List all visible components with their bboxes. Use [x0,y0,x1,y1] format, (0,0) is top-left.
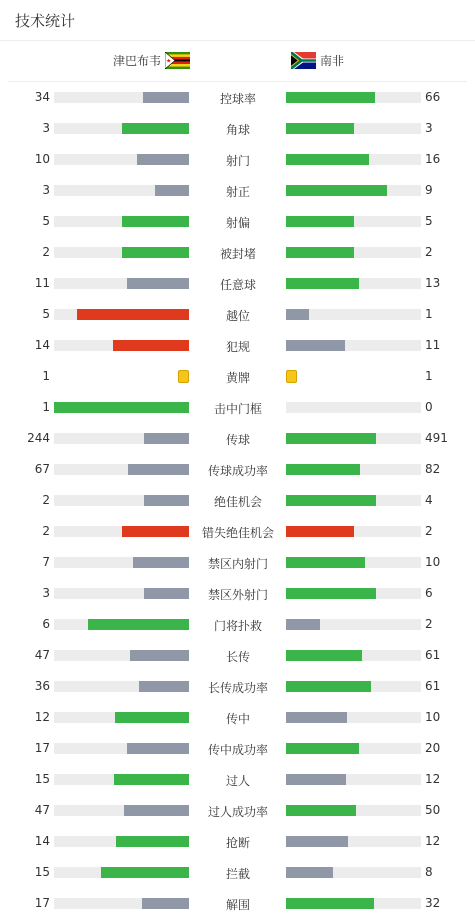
home-stat-value: 15 [34,772,50,786]
home-stat-value: 34 [34,90,50,104]
south-africa-flag-icon [291,52,316,69]
away-stat-bar-fill [286,898,374,909]
home-stat-bar-fill [144,433,189,444]
away-stat-value: 1 [425,369,433,383]
away-stat-bar-fill [286,774,346,785]
home-stat-bar [54,898,189,909]
away-stat-bar [286,557,421,568]
away-stat-bar-fill [286,557,365,568]
zimbabwe-flag-icon [165,52,190,69]
stat-row [0,113,475,144]
home-stat-bar [54,681,189,692]
home-stat-bar [54,805,189,816]
stat-label: 控球率 [219,92,256,106]
header-bar [0,0,475,41]
away-stat-value: 61 [425,648,441,662]
away-stat-value: 491 [425,431,448,445]
stat-label: 犯规 [225,340,250,354]
home-stat-bar [54,185,189,196]
home-stat-bar-fill [133,557,189,568]
home-stat-value: 14 [34,834,50,848]
stat-label: 传球 [225,433,250,447]
stat-row [0,516,475,547]
stat-label: 过人 [225,774,250,788]
home-stat-value: 12 [34,710,50,724]
away-stat-value: 32 [425,896,441,910]
stat-label: 长传 [225,650,250,664]
away-stat-bar-fill [286,123,354,134]
home-stat-bar-fill [137,154,189,165]
home-stat-bar [54,650,189,661]
stat-label: 抢断 [225,836,250,850]
away-stat-bar [286,619,421,630]
stat-label: 射偏 [225,216,250,230]
away-team-name: 南非 [320,54,345,68]
away-stat-value: 9 [425,183,433,197]
home-stat-value: 5 [42,214,50,228]
stat-label: 越位 [225,309,250,323]
stat-label: 击中门框 [213,402,262,416]
stat-row [0,82,475,113]
away-stat-bar [286,247,421,258]
stat-row [0,423,475,454]
home-stat-value: 67 [34,462,50,476]
away-stat-value: 3 [425,121,433,135]
home-stat-bar-fill [142,898,189,909]
stat-row [0,764,475,795]
away-stat-value: 2 [425,524,433,538]
home-stat-bar [54,495,189,506]
home-stat-bar-fill [115,712,189,723]
home-stat-value: 7 [42,555,50,569]
away-stat-bar-fill [286,154,369,165]
stat-row [0,206,475,237]
stat-row [0,237,475,268]
away-stat-bar [286,402,421,413]
stat-row [0,826,475,857]
stat-label: 射门 [225,154,250,168]
stat-row [0,888,475,919]
home-stat-bar-fill [130,650,189,661]
home-stat-value: 11 [34,276,50,290]
home-stat-value: 3 [42,586,50,600]
home-stat-bar-fill [122,247,190,258]
home-stat-value: 47 [34,648,50,662]
away-stat-value: 4 [425,493,433,507]
home-stat-bar [54,309,189,320]
away-stat-bar [286,836,421,847]
home-stat-bar-fill [144,588,189,599]
away-stat-bar [286,216,421,227]
home-stat-bar [54,92,189,103]
home-stat-value: 5 [42,307,50,321]
away-stat-bar-fill [286,650,362,661]
home-stat-bar-fill [54,402,189,413]
home-stat-bar [54,526,189,537]
away-stat-bar [286,92,421,103]
stat-label: 任意球 [219,278,256,292]
away-stat-value: 10 [425,710,441,724]
stat-label: 拦截 [225,867,250,881]
away-stat-value: 82 [425,462,441,476]
stat-label: 禁区内射门 [207,557,268,571]
away-stat-value: 12 [425,772,441,786]
home-stat-bar-fill [127,278,189,289]
stat-row [0,330,475,361]
team-header [8,41,467,82]
home-team-name: 津巴布韦 [112,54,161,68]
away-team [291,52,344,69]
stat-label: 黄牌 [225,371,250,385]
away-stat-bar-fill [286,681,371,692]
away-stat-value: 6 [425,586,433,600]
stat-label: 传中成功率 [207,743,268,757]
away-stat-bar [286,154,421,165]
away-stat-bar-fill [286,309,309,320]
home-stat-bar [54,340,189,351]
away-stat-value: 12 [425,834,441,848]
home-stat-bar [54,123,189,134]
stat-label: 被封堵 [219,247,256,261]
home-stat-bar [54,743,189,754]
away-stat-value: 20 [425,741,441,755]
away-stat-value: 13 [425,276,441,290]
stat-label: 传球成功率 [207,464,268,478]
home-stat-value: 2 [42,245,50,259]
stat-row [0,144,475,175]
away-stat-bar [286,712,421,723]
stat-row [0,857,475,888]
away-stat-bar-fill [286,464,360,475]
away-stat-value: 0 [425,400,433,414]
home-stat-bar-fill [139,681,189,692]
home-stat-bar [54,836,189,847]
stat-row [0,671,475,702]
home-stat-bar-fill [122,216,190,227]
stat-row [0,702,475,733]
home-stat-bar-fill [77,309,189,320]
away-stat-bar-fill [286,743,359,754]
stat-row [0,795,475,826]
away-stat-bar [286,309,421,320]
stat-row [0,299,475,330]
away-stat-bar [286,278,421,289]
stat-label: 门将扑救 [213,619,262,633]
home-stat-value: 2 [42,524,50,538]
stat-row [0,547,475,578]
page-title: 技术统计 [15,12,76,30]
home-stat-bar [54,619,189,630]
away-stat-bar-fill [286,433,376,444]
stat-label: 长传成功率 [207,681,268,695]
home-stat-bar [54,557,189,568]
home-stat-bar-fill [88,619,189,630]
home-stat-value: 1 [42,369,50,383]
away-stat-bar-fill [286,836,348,847]
away-stat-value: 1 [425,307,433,321]
home-stat-bar-fill [114,774,189,785]
home-stat-bar [54,247,189,258]
home-stat-bar-fill [143,92,189,103]
stat-label: 过人成功率 [207,805,268,819]
home-stat-bar [54,774,189,785]
away-stat-bar [286,743,421,754]
home-stat-bar-fill [116,836,189,847]
stat-row [0,733,475,764]
away-stat-value: 2 [425,617,433,631]
home-stat-bar-fill [113,340,189,351]
away-stat-bar [286,495,421,506]
home-stat-value: 3 [42,183,50,197]
away-stat-bar-fill [286,619,320,630]
home-stat-value: 10 [34,152,50,166]
home-stat-bar-fill [127,743,189,754]
stat-row [0,640,475,671]
stat-label: 错失绝佳机会 [201,526,274,540]
stat-label: 传中 [225,712,250,726]
home-stat-bar-fill [144,495,189,506]
away-stat-bar [286,185,421,196]
home-stat-value: 6 [42,617,50,631]
yellow-card-icon [286,370,297,383]
stat-row [0,175,475,206]
away-stat-bar [286,867,421,878]
away-stat-bar-fill [286,867,333,878]
home-stat-value: 3 [42,121,50,135]
away-stat-bar [286,805,421,816]
stat-row [0,361,475,392]
away-stat-bar-fill [286,526,354,537]
home-stat-value: 17 [34,741,50,755]
home-stat-bar [54,464,189,475]
home-stat-value: 15 [34,865,50,879]
stats-list [0,82,475,919]
home-team [113,52,190,69]
home-stat-bar-fill [128,464,189,475]
home-stat-bar [54,433,189,444]
away-stat-bar [286,464,421,475]
away-stat-bar-fill [286,805,356,816]
stat-row [0,578,475,609]
home-stat-bar-fill [122,123,190,134]
home-stat-value: 2 [42,493,50,507]
stat-label: 绝佳机会 [213,495,262,509]
away-stat-value: 5 [425,214,433,228]
away-stat-value: 16 [425,152,441,166]
stat-label: 解围 [225,898,250,912]
home-stat-value: 14 [34,338,50,352]
away-stat-value: 50 [425,803,441,817]
away-stat-bar [286,681,421,692]
away-stat-bar [286,340,421,351]
away-stat-bar-fill [286,495,376,506]
away-stat-bar [286,588,421,599]
away-stat-bar-fill [286,340,345,351]
home-stat-bar [54,154,189,165]
stat-row [0,268,475,299]
away-stat-bar [286,774,421,785]
away-stat-bar-fill [286,92,375,103]
home-stat-bar [54,216,189,227]
home-stat-value: 17 [34,896,50,910]
home-stat-bar [54,712,189,723]
home-stat-bar-fill [122,526,190,537]
away-stat-value: 8 [425,865,433,879]
home-stat-bar [54,588,189,599]
home-stat-value: 47 [34,803,50,817]
home-stat-bar [54,402,189,413]
away-stat-bar-fill [286,247,354,258]
away-stat-value: 2 [425,245,433,259]
away-stat-value: 11 [425,338,441,352]
away-stat-bar [286,123,421,134]
home-stat-bar-fill [124,805,189,816]
home-stat-bar-fill [101,867,189,878]
home-stat-value: 244 [27,431,50,445]
stat-label: 禁区外射门 [207,588,268,602]
away-stat-value: 66 [425,90,441,104]
away-stat-bar [286,898,421,909]
home-stat-bar-fill [155,185,189,196]
away-stat-bar-fill [286,712,347,723]
stat-row [0,454,475,485]
home-stat-bar [54,278,189,289]
away-stat-bar-fill [286,278,359,289]
home-stat-value: 36 [34,679,50,693]
away-stat-bar-fill [286,588,376,599]
stat-label: 角球 [225,123,250,137]
yellow-card-icon [178,370,189,383]
home-stat-bar [54,867,189,878]
away-stat-bar-fill [286,185,387,196]
away-stat-value: 10 [425,555,441,569]
stat-row [0,485,475,516]
away-stat-bar [286,433,421,444]
away-stat-value: 61 [425,679,441,693]
away-stat-bar [286,526,421,537]
stat-row [0,609,475,640]
stat-label: 射正 [225,185,250,199]
away-stat-bar-fill [286,216,354,227]
away-stat-bar [286,650,421,661]
home-stat-value: 1 [42,400,50,414]
stat-row [0,392,475,423]
